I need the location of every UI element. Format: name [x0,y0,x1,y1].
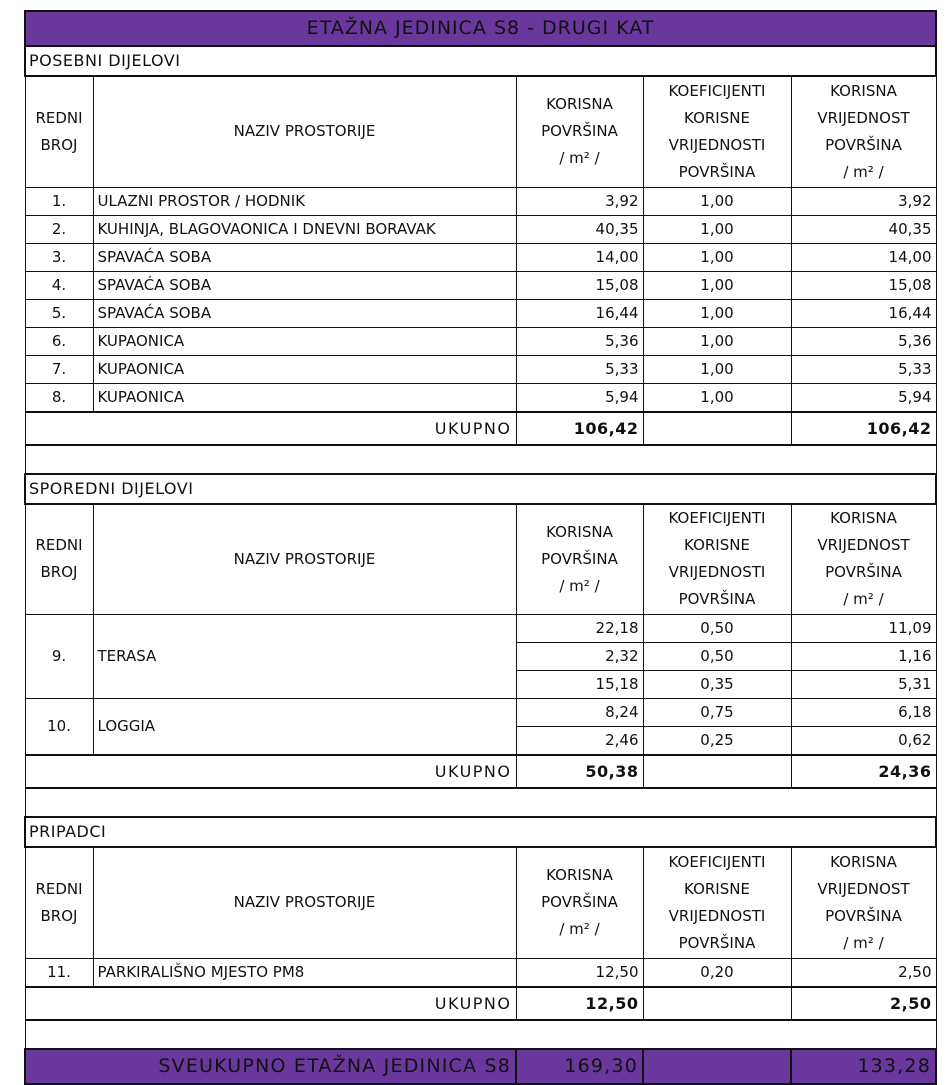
spacer-row [25,445,936,474]
col-header-korisna-vrijednost: KORISNA VRIJEDNOST POVRŠINA / m² / [791,504,936,615]
area-table [24,10,937,1085]
col-header-koeficijenti: KOEFICIJENTI KORISNE VRIJEDNOSTI POVRŠINA [643,847,791,958]
table-row [25,187,936,215]
section-label: POSEBNI DIJELOVI [25,46,936,76]
col-header-koeficijenti: KOEFICIJENTI KORISNE VRIJEDNOSTI POVRŠINA [643,504,791,615]
spacer-row [25,1020,936,1049]
total-row-sporedni [25,755,936,788]
spacer [25,1020,936,1049]
grand-total-label: SVEUKUPNO ETAŽNA JEDINICA S8 [25,1049,516,1084]
room-name: KUPAONICA [93,355,516,383]
row-number: 8. [25,383,93,412]
room-area: 16,44 [516,299,643,327]
total-coefficient-empty [643,987,791,1020]
room-area: 12,50 [516,958,643,987]
section-label: PRIPADCI [25,817,936,847]
grand-total-row [25,1049,936,1084]
table-row [25,271,936,299]
room-name: KUHINJA, BLAGOVAONICA I DNEVNI BORAVAK [93,215,516,243]
spacer [25,445,936,474]
room-name: LOGGIA [93,699,516,756]
room-value: 15,08 [791,271,936,299]
room-coefficient: 1,00 [643,243,791,271]
room-value: 16,44 [791,299,936,327]
table-row [25,383,936,412]
row-number: 9. [25,615,93,699]
table-row [25,615,936,643]
room-value: 2,50 [791,958,936,987]
room-value: 3,92 [791,187,936,215]
room-area: 3,92 [516,187,643,215]
room-coefficient: 0,75 [643,699,791,727]
room-name: SPAVAĆA SOBA [93,243,516,271]
table-row [25,243,936,271]
room-value: 5,33 [791,355,936,383]
room-coefficient: 1,00 [643,299,791,327]
room-name: ULAZNI PROSTOR / HODNIK [93,187,516,215]
room-area: 40,35 [516,215,643,243]
room-coefficient: 1,00 [643,355,791,383]
room-area: 15,18 [516,671,643,699]
section-posebni [25,46,936,76]
room-area: 8,24 [516,699,643,727]
total-area: 106,42 [516,412,643,445]
total-label: UKUPNO [25,755,516,788]
room-name: SPAVAĆA SOBA [93,271,516,299]
section-pripadci [25,817,936,847]
total-value: 2,50 [791,987,936,1020]
header-row [25,847,936,958]
total-label: UKUPNO [25,412,516,445]
col-header-koeficijenti: KOEFICIJENTI KORISNE VRIJEDNOSTI POVRŠINA [643,76,791,187]
room-value: 6,18 [791,699,936,727]
col-header-naziv: NAZIV PROSTORIJE [93,76,516,187]
section-sporedni [25,474,936,504]
room-area: 15,08 [516,271,643,299]
header-row [25,504,936,615]
col-header-redni-broj: REDNI BROJ [25,847,93,958]
row-number: 6. [25,327,93,355]
col-header-korisna-vrijednost: KORISNA VRIJEDNOST POVRŠINA / m² / [791,847,936,958]
total-area: 12,50 [516,987,643,1020]
row-number: 11. [25,958,93,987]
grand-total-coefficient-empty [643,1049,791,1084]
room-value: 5,94 [791,383,936,412]
total-value: 24,36 [791,755,936,788]
total-coefficient-empty [643,412,791,445]
table-row [25,699,936,727]
col-header-redni-broj: REDNI BROJ [25,504,93,615]
room-coefficient: 1,00 [643,187,791,215]
room-coefficient: 0,50 [643,615,791,643]
area-calculation-sheet [24,10,935,1085]
room-coefficient: 0,25 [643,727,791,756]
room-value: 11,09 [791,615,936,643]
room-name: KUPAONICA [93,383,516,412]
room-area: 5,36 [516,327,643,355]
room-name: KUPAONICA [93,327,516,355]
spacer-row [25,788,936,817]
grand-total-area: 169,30 [516,1049,643,1084]
room-name: PARKIRALIŠNO MJESTO PM8 [93,958,516,987]
room-coefficient: 1,00 [643,327,791,355]
page-title: ETAŽNA JEDINICA S8 - DRUGI KAT [25,11,936,46]
room-area: 14,00 [516,243,643,271]
room-value: 0,62 [791,727,936,756]
row-number: 1. [25,187,93,215]
room-coefficient: 1,00 [643,271,791,299]
room-name: TERASA [93,615,516,699]
row-number: 10. [25,699,93,756]
table-row [25,355,936,383]
total-area: 50,38 [516,755,643,788]
spacer [25,788,936,817]
col-header-korisna-povrsina: KORISNA POVRŠINA / m² / [516,76,643,187]
col-header-korisna-vrijednost: KORISNA VRIJEDNOST POVRŠINA / m² / [791,76,936,187]
room-value: 14,00 [791,243,936,271]
row-number: 5. [25,299,93,327]
room-area: 5,94 [516,383,643,412]
room-area: 2,46 [516,727,643,756]
header-row [25,76,936,187]
total-label: UKUPNO [25,987,516,1020]
room-coefficient: 0,20 [643,958,791,987]
row-number: 2. [25,215,93,243]
total-coefficient-empty [643,755,791,788]
room-coefficient: 1,00 [643,383,791,412]
room-value: 1,16 [791,643,936,671]
room-coefficient: 1,00 [643,215,791,243]
table-row [25,327,936,355]
table-row [25,958,936,987]
col-header-korisna-povrsina: KORISNA POVRŠINA / m² / [516,847,643,958]
room-value: 5,36 [791,327,936,355]
room-area: 22,18 [516,615,643,643]
room-coefficient: 0,50 [643,643,791,671]
room-value: 5,31 [791,671,936,699]
table-row [25,215,936,243]
col-header-korisna-povrsina: KORISNA POVRŠINA / m² / [516,504,643,615]
row-number: 3. [25,243,93,271]
total-row-pripadci [25,987,936,1020]
section-label: SPOREDNI DIJELOVI [25,474,936,504]
row-number: 4. [25,271,93,299]
grand-total-value: 133,28 [791,1049,936,1084]
col-header-naziv: NAZIV PROSTORIJE [93,504,516,615]
col-header-naziv: NAZIV PROSTORIJE [93,847,516,958]
room-name: SPAVAĆA SOBA [93,299,516,327]
room-area: 2,32 [516,643,643,671]
room-area: 5,33 [516,355,643,383]
total-value: 106,42 [791,412,936,445]
col-header-redni-broj: REDNI BROJ [25,76,93,187]
room-value: 40,35 [791,215,936,243]
row-number: 7. [25,355,93,383]
room-coefficient: 0,35 [643,671,791,699]
total-row-posebni [25,412,936,445]
table-row [25,299,936,327]
title-row [25,11,936,46]
